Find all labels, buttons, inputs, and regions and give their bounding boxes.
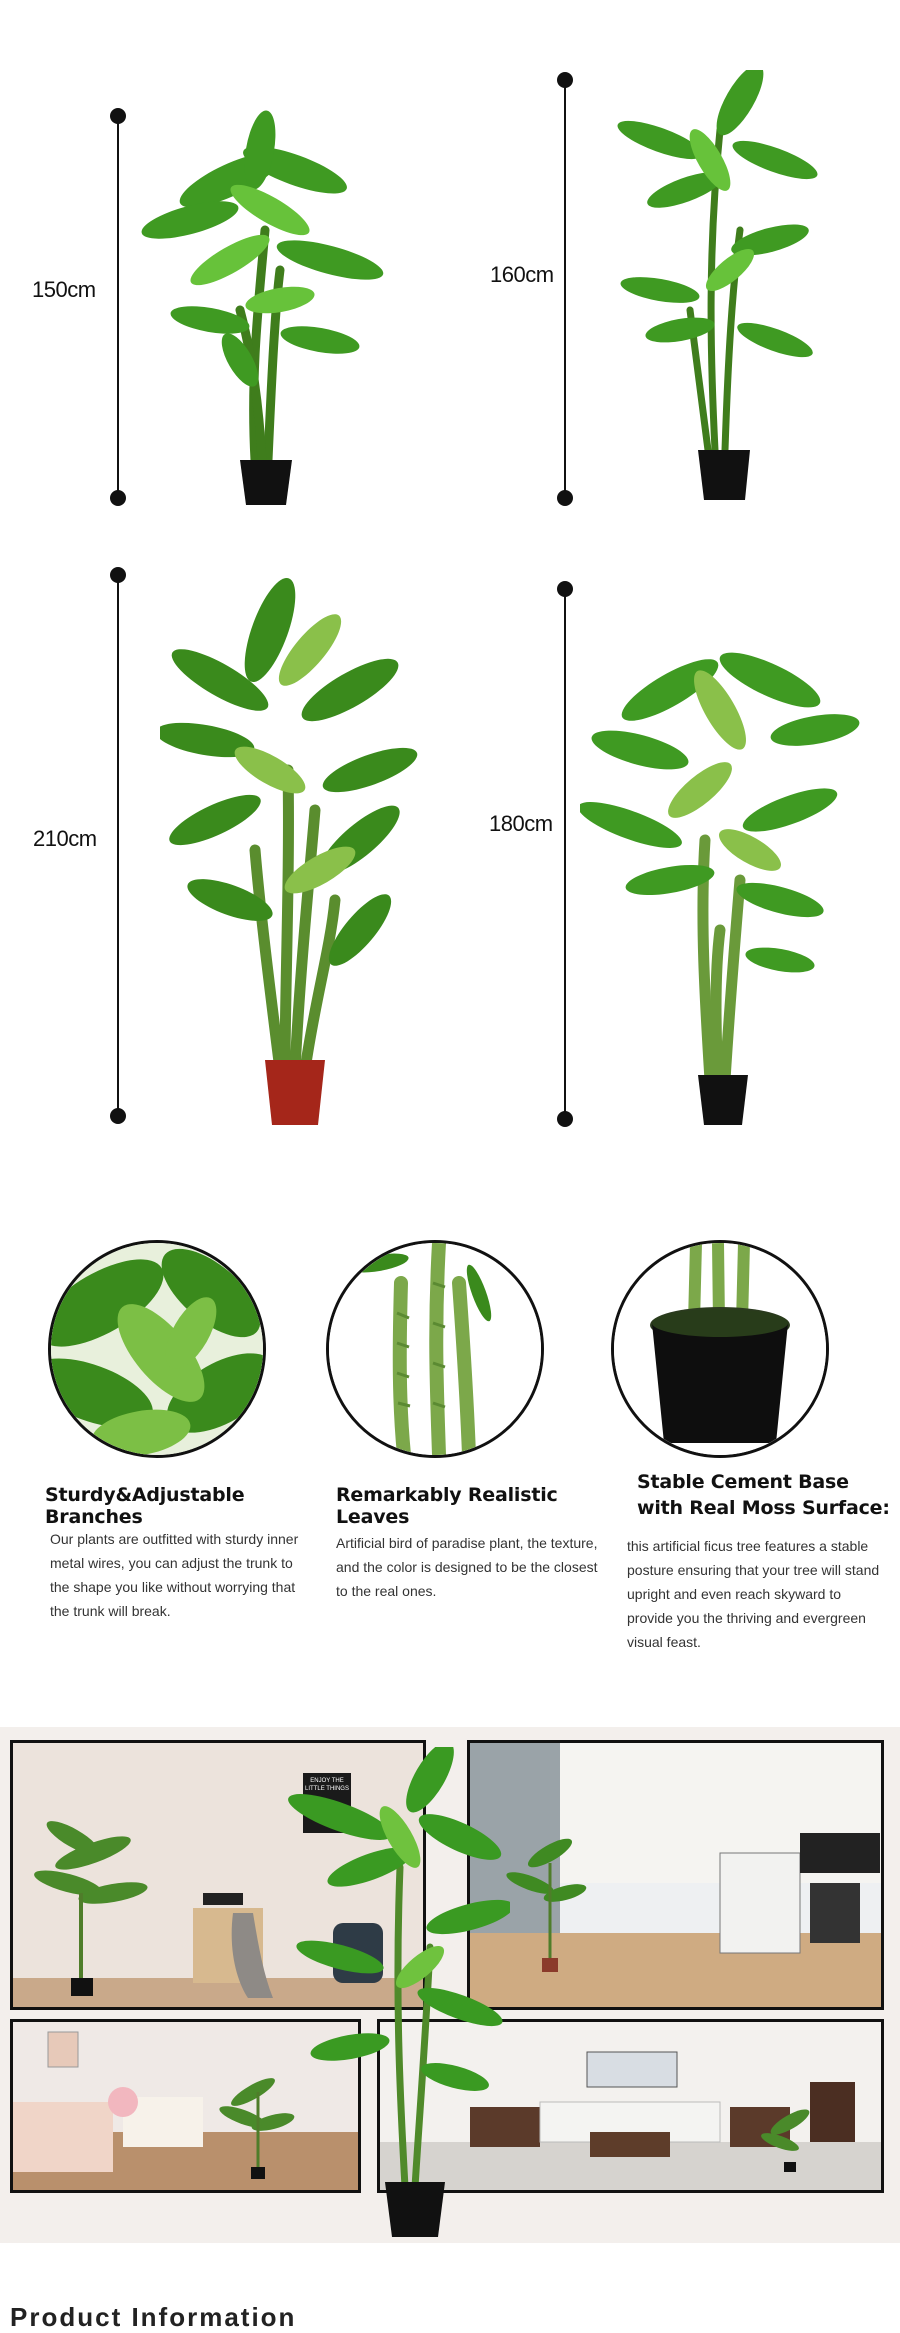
height-ruler [564,589,566,1119]
height-ruler [564,80,566,498]
feature-image-branches [48,1240,266,1458]
wall-sign: ENJOY THE LITTLE THINGS [305,1778,349,1792]
feature-description: Artificial bird of paradise plant, the texture, and the color is designed to be the closest to the real ones. [336,1535,598,1599]
featured-plant-image [280,1747,510,2242]
plant-image [130,110,400,510]
plant-image [580,640,860,1130]
feature-title: Sturdy&Adjustable Branches [45,1484,245,1528]
height-label: 160cm [490,262,554,287]
feature-image-base [611,1240,829,1458]
height-ruler [117,575,119,1116]
plant-image [600,70,820,510]
feature-description: Our plants are outfitted with sturdy inner metal wires, you can adjust the trunk to the shape you like without worrying that the trunk will break. [50,1531,299,1619]
plant-image [160,570,420,1130]
feature-title: Stable Cement Base with Real Moss Surface: [637,1471,890,1519]
pot-closeup-illustration [614,1243,826,1455]
feature-description: this artificial ficus tree features a stable posture ensuring that your tree will stand upright and even reach skyward to provide you the thriving and evergreen visual feast. [627,1538,880,1650]
section-title: Product Information [10,2302,297,2332]
feature-title: Remarkably Realistic Leaves [336,1484,558,1528]
height-label: 150cm [32,277,96,302]
feature-image-leaves [326,1240,544,1458]
height-label: 180cm [489,811,553,836]
room-scenes-section [0,1727,900,2243]
height-label: 210cm [33,826,97,851]
leaves-closeup-illustration [51,1243,263,1455]
scene-office [467,1740,884,2010]
stems-closeup-illustration [329,1243,541,1455]
height-ruler [117,116,119,498]
